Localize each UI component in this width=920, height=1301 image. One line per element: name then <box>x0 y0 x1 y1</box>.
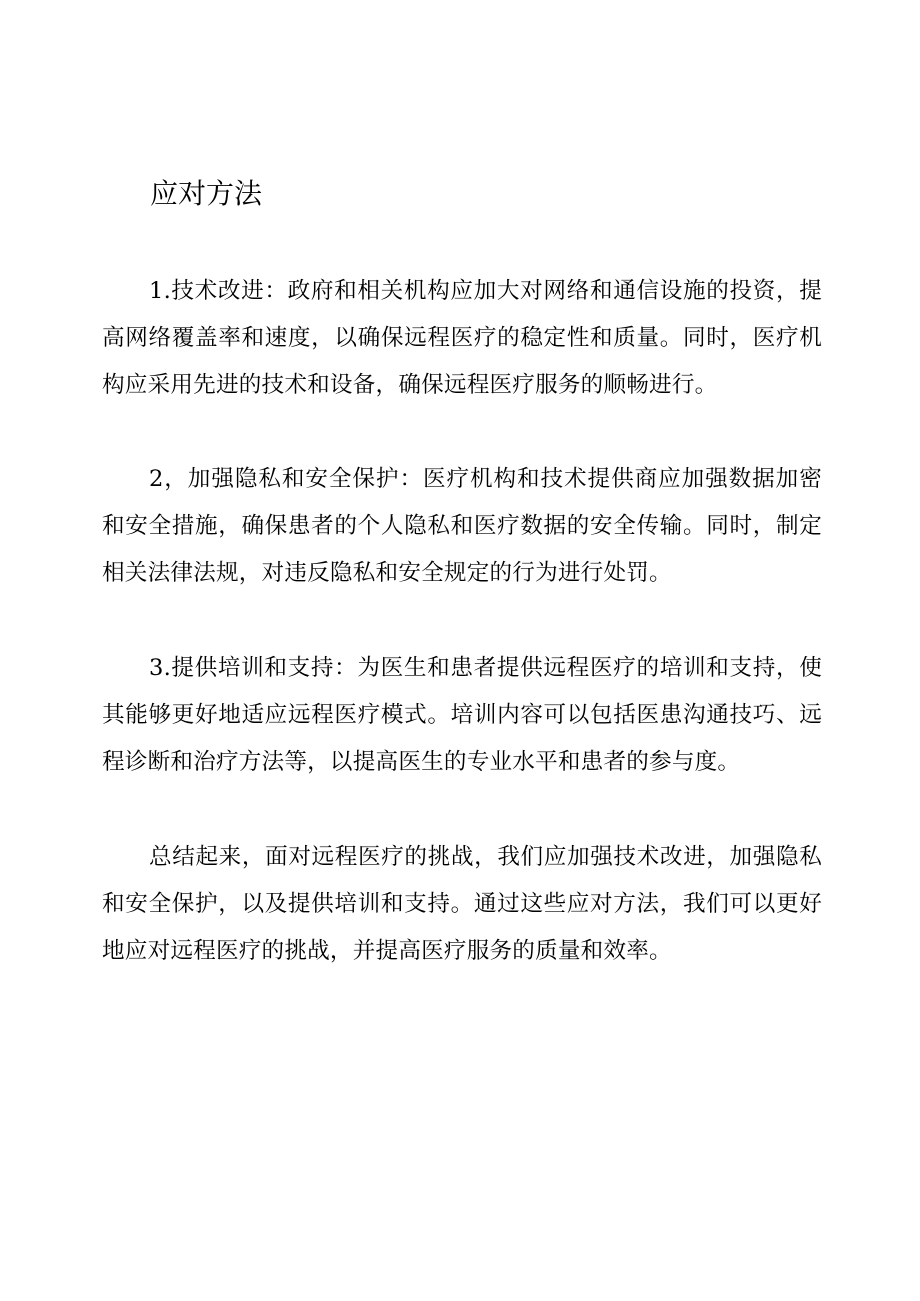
paragraph-summary: 总结起来，面对远程医疗的挑战，我们应加强技术改进，加强隐私和安全保护，以及提供培训和支持。通过这些应对方法，我们可以更好地应对远程医疗的挑战，并提高医疗服务的质量和效率。 <box>102 844 822 964</box>
paragraph-technology-improvement: 1.技术改进：政府和相关机构应加大对网络和通信设施的投资，提高网络覆盖率和速度，以确保远程医疗的稳定性和质量。同时，医疗机构应采用先进的技术和设备，确保远程医疗服务的顺畅进行。 <box>102 278 822 398</box>
section-title: 应对方法 <box>150 177 263 210</box>
paragraph-training-support: 3.提供培训和支持：为医生和患者提供远程医疗的培训和支持，使其能够更好地适应远程医疗模式。培训内容可以包括医患沟通技巧、远程诊断和治疗方法等，以提高医生的专业水平和患者的参与度。 <box>102 655 822 775</box>
paragraph-privacy-security: 2，加强隐私和安全保护：医疗机构和技术提供商应加强数据加密和安全措施，确保患者的个人隐私和医疗数据的安全传输。同时，制定相关法律法规，对违反隐私和安全规定的行为进行处罚。 <box>102 466 822 586</box>
